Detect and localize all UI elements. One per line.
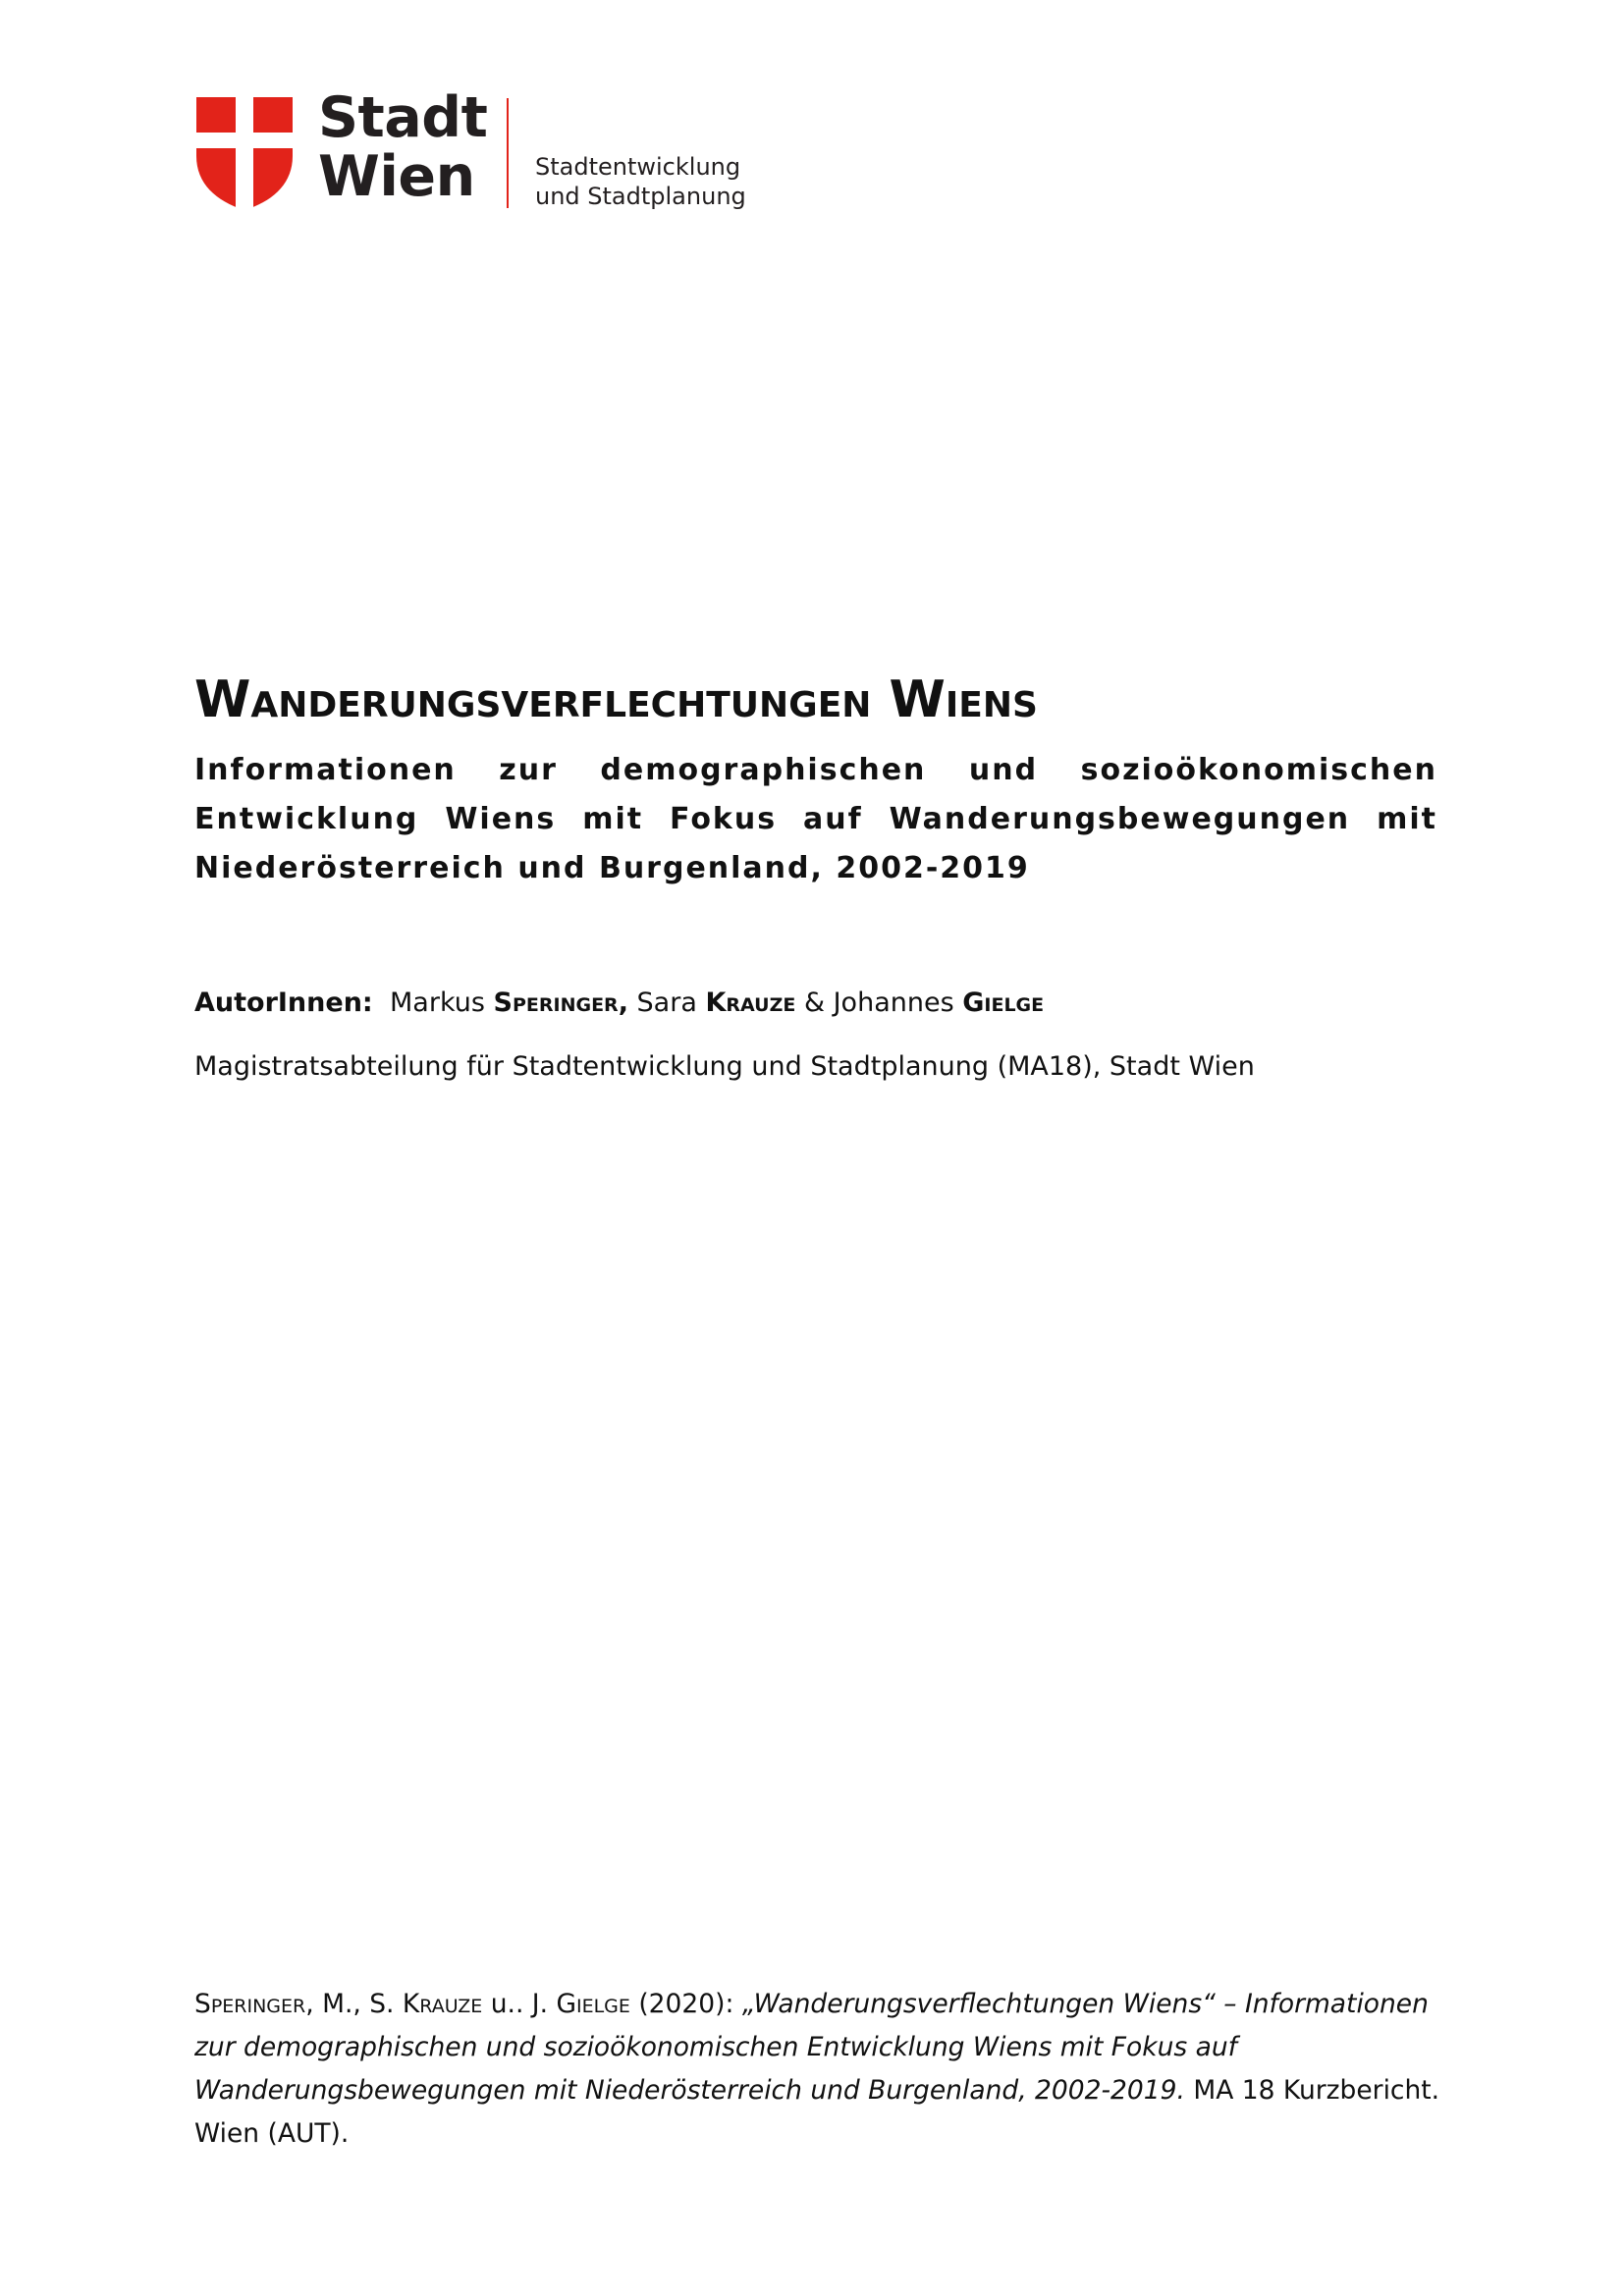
citation-text-2: u.. J.	[482, 1989, 557, 2019]
logo-wordmark-line1: Stadt	[318, 85, 488, 150]
author2-first-name: Sara	[636, 988, 697, 1018]
citation-author2: Krauze	[402, 1989, 483, 2019]
logo-wordmark	[318, 85, 488, 209]
author1-last-name: Speringer	[493, 988, 619, 1018]
citation-block	[194, 1983, 1443, 2156]
citation-author1: Speringer	[194, 1989, 306, 2019]
logo-wordmark-line2: Wien	[318, 144, 475, 209]
logo-divider	[507, 98, 509, 208]
stadt-wien-logo	[196, 85, 766, 212]
document-title: Wanderungsverflechtungen Wiens	[194, 670, 1038, 729]
author3-first-name: Johannes	[833, 988, 954, 1018]
logo-department-line1: Stadtentwicklung	[535, 153, 741, 181]
logo-department-line2: und Stadtplanung	[535, 183, 746, 210]
authors-label: AutorInnen:	[194, 988, 373, 1018]
department-affiliation: Magistratsabteilung für Stadtentwicklung und Stadtplanung (MA18), Stadt Wien	[194, 1051, 1255, 1082]
author3-last-name: Gielge	[962, 988, 1045, 1018]
logo-department-name	[535, 152, 746, 211]
authors-line	[194, 986, 1044, 1021]
author1-first-name: Markus	[390, 988, 485, 1018]
document-subtitle: Informationen zur demographischen und sozioökonomischen Entwicklung Wiens mit Fokus auf Wanderungsbewegungen mit Niederösterreich und Burgenland, 2002-2019	[194, 753, 1437, 885]
author2-last-name: Krauze	[705, 988, 796, 1018]
vienna-coat-of-arms-icon	[196, 97, 293, 210]
citation-title: „Wanderungsverflechtungen Wiens“ – Informationen zur demographischen und sozioökonomischen Entwicklung Wiens mit Fokus auf Wanderungsbewegungen mit Niederösterreich und Burgenland, 2002-2019.	[194, 1989, 1429, 2106]
author-separator-ampersand: &	[803, 988, 825, 1018]
citation-year: (2020):	[629, 1989, 742, 2019]
author-separator-comma: ,	[618, 988, 628, 1018]
citation-source: MA 18 Kurzbericht. Wien (AUT).	[194, 2075, 1440, 2149]
citation-author3: Gielge	[556, 1989, 630, 2019]
citation-text-1: , M., S.	[305, 1989, 403, 2019]
